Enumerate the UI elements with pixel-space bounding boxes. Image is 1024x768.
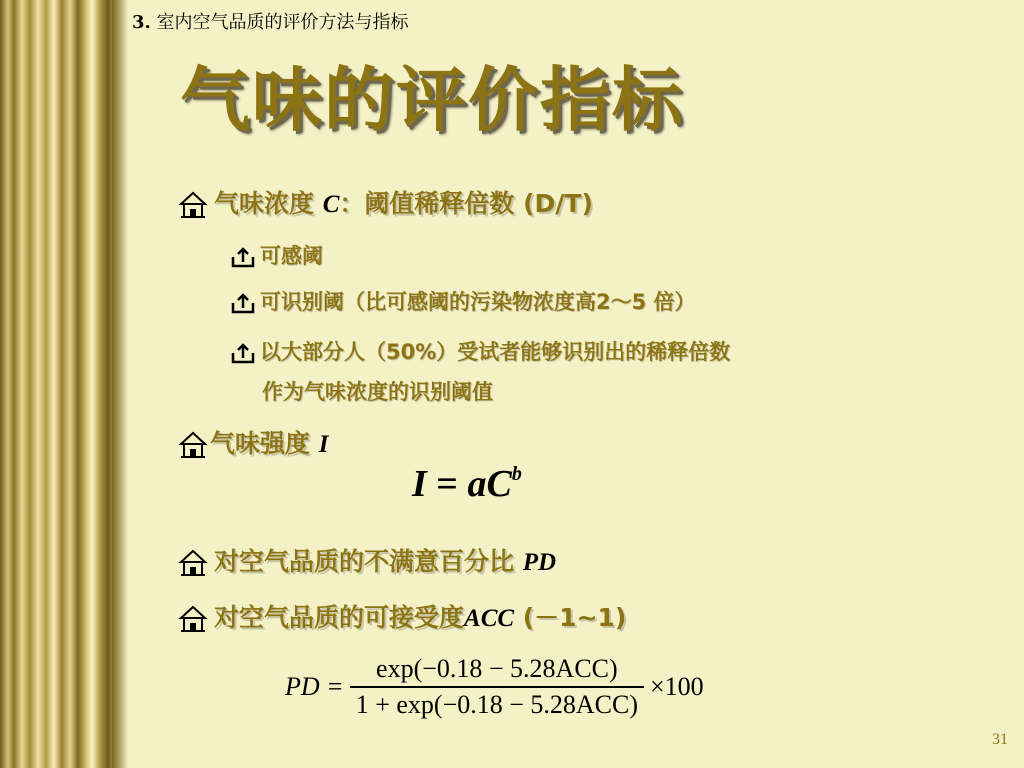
pd-label: 对空气品质的不满意百分比 <box>214 547 523 576</box>
intensity-label: 气味强度 <box>210 429 319 458</box>
sub-bullet-1-text: 可感阈 <box>260 244 323 268</box>
concentration-symbol: C <box>322 191 340 218</box>
bullet-acc <box>178 598 626 634</box>
column-shadow <box>112 0 128 768</box>
slide-title: 气味的评价指标 <box>180 59 684 141</box>
pd-symbol: PD <box>522 549 557 576</box>
bullet-intensity <box>178 424 328 460</box>
decorative-column <box>0 0 128 768</box>
formula-rhs: aC <box>467 463 512 505</box>
sub-bullet-1 <box>230 240 323 270</box>
sub-bullet-3-continuation: 作为气味浓度的识别阈值 <box>262 380 493 404</box>
formula-lhs: I <box>412 463 427 505</box>
intensity-formula <box>412 462 522 506</box>
sub-bullet-3-text: 以大部分人（50%）受试者能够识别出的稀释倍数 <box>260 340 731 364</box>
pd-formula-fraction <box>350 654 644 720</box>
pd-formula <box>285 654 704 720</box>
section-text: 室内空气品质的评价方法与指标 <box>150 12 409 33</box>
sub-bullet-3 <box>230 336 730 366</box>
house-icon <box>178 548 208 578</box>
section-header <box>132 8 409 34</box>
arrow-tray-icon <box>230 341 256 365</box>
formula-exponent: b <box>511 463 522 486</box>
formula-eq: = <box>426 463 468 505</box>
concentration-rest: ：阈值稀释倍数 (D/T) <box>339 189 593 218</box>
bullet-concentration <box>178 184 593 220</box>
section-number: 3. <box>132 12 151 33</box>
acc-label: 对空气品质的可接受度 <box>214 603 465 632</box>
sub-bullet-2-text: 可识别阈（比可感阈的污染物浓度高2～5 倍） <box>260 290 696 314</box>
house-icon <box>178 430 208 460</box>
pd-formula-numerator: exp(−0.18 − 5.28ACC) <box>376 654 618 683</box>
house-icon <box>178 190 208 220</box>
page-number: 31 <box>992 731 1008 748</box>
bullet-pd <box>178 542 556 578</box>
arrow-tray-icon <box>230 291 256 315</box>
pd-formula-multiplier: ×100 <box>650 672 704 701</box>
intensity-symbol: I <box>318 431 329 458</box>
pd-formula-lhs: PD = <box>285 672 344 701</box>
pd-formula-denominator: 1 + exp(−0.18 − 5.28ACC) <box>350 686 644 720</box>
sub-bullet-2 <box>230 286 696 316</box>
acc-symbol: ACC <box>464 605 515 632</box>
acc-range: (－1~1) <box>514 603 627 632</box>
concentration-label: 气味浓度 <box>214 189 323 218</box>
arrow-tray-icon <box>230 245 256 269</box>
house-icon <box>178 604 208 634</box>
